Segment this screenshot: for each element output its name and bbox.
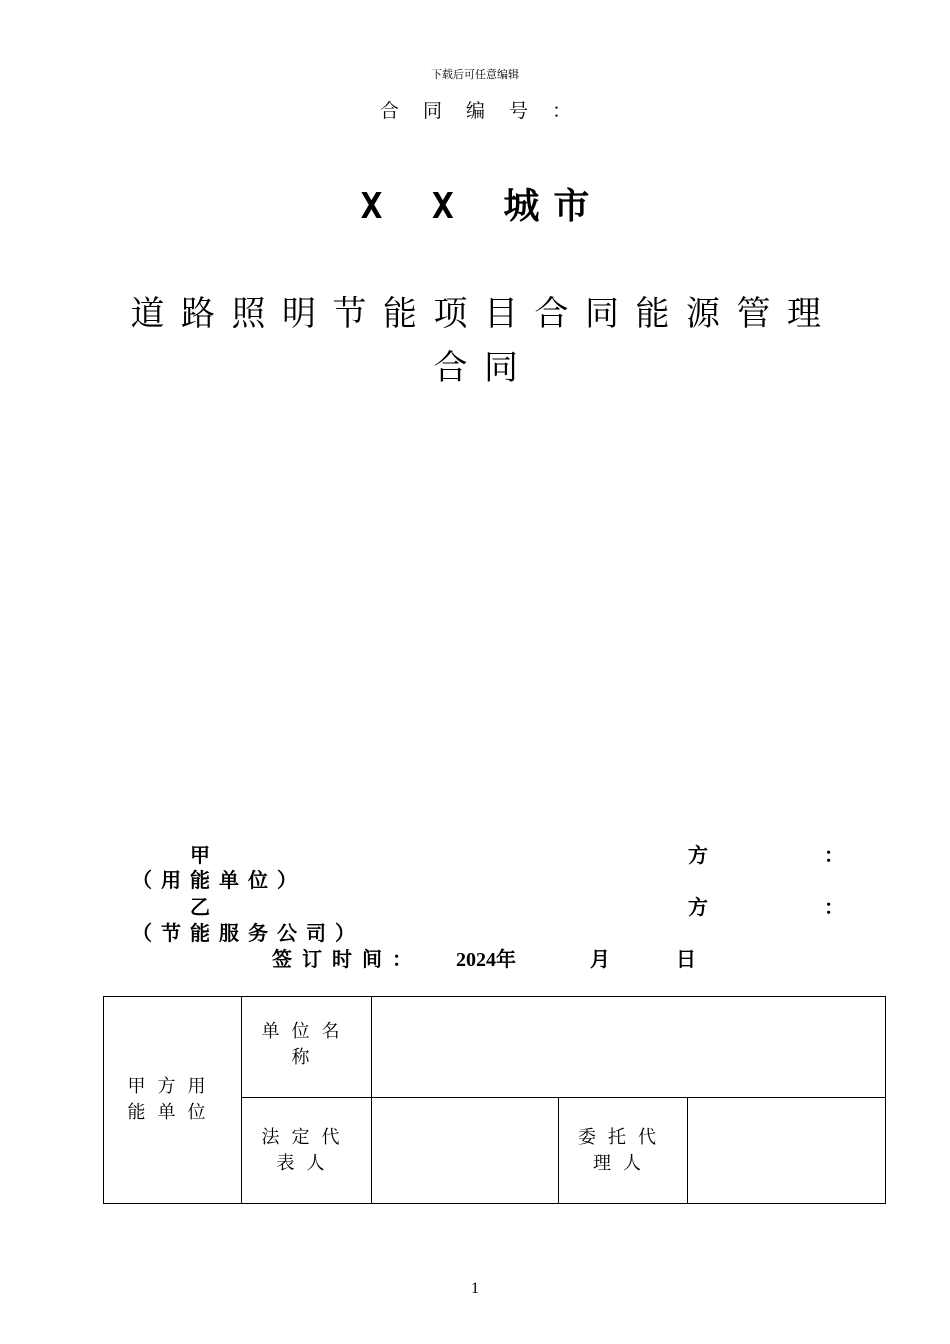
- party-b-unit-type: （节能服务公司）: [132, 921, 364, 945]
- signing-date-label: 签订时间：: [272, 947, 422, 971]
- party-b-fang: 方: [688, 895, 708, 919]
- legal-rep-field[interactable]: [372, 1098, 559, 1204]
- page-number: 1: [471, 1280, 479, 1297]
- contract-title-line-2: 合同: [433, 348, 535, 388]
- unit-name-field[interactable]: [372, 997, 886, 1098]
- contract-title-line-1: 道路照明节能项目合同能源管理: [130, 294, 838, 334]
- party-b-char: 乙: [190, 895, 210, 919]
- party-b-colon: ：: [824, 895, 844, 919]
- download-note: 下载后可任意编辑: [431, 68, 519, 81]
- signing-day: 日: [676, 947, 696, 971]
- signing-year: 2024年: [456, 949, 516, 971]
- party-a-colon: ：: [824, 843, 844, 867]
- party-a-cell: 甲方用能单位: [104, 997, 242, 1204]
- legal-rep-label: 法定代表人: [242, 1098, 372, 1204]
- party-a-char: 甲: [190, 843, 210, 867]
- agent-field[interactable]: [688, 1098, 886, 1204]
- party-info-table: [103, 996, 886, 1204]
- party-a-unit-type: （用能单位）: [132, 868, 306, 892]
- signing-month: 月: [590, 947, 610, 971]
- party-a-fang: 方: [688, 843, 708, 867]
- city-title: X X 城市: [360, 186, 604, 227]
- unit-name-label: 单位名称: [242, 997, 372, 1098]
- contract-number-label: 合 同 编 号 ：: [379, 100, 581, 122]
- agent-label: 委托代理人: [559, 1098, 688, 1204]
